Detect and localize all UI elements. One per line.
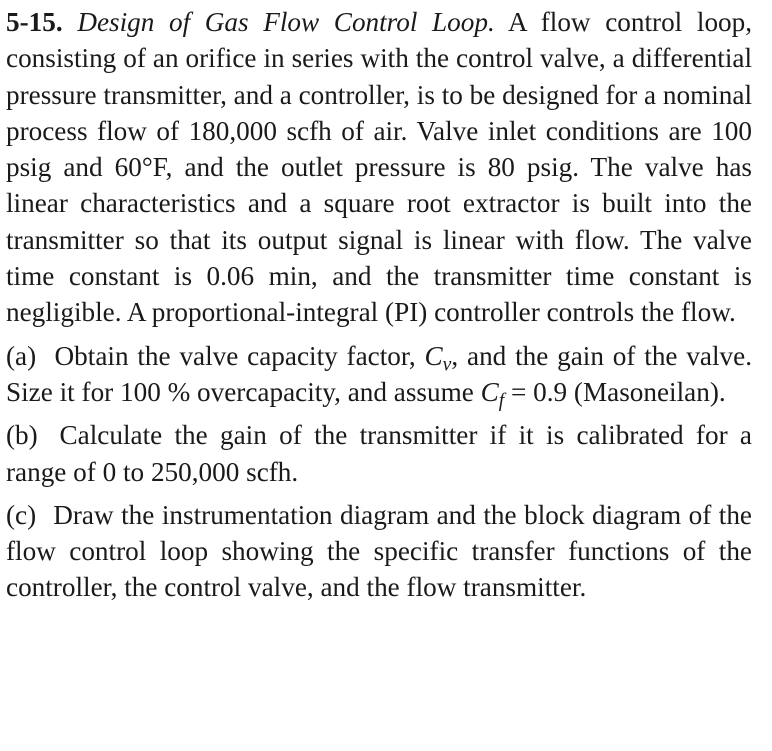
part-b	[6, 417, 752, 490]
problem-text	[6, 4, 752, 606]
part-c-text: Draw the instrumentation diagram and the block diagram of the flow control loop showing the specific transfer functions of the controller, the control valve, and the flow transmitter.	[6, 499, 752, 603]
cf-symbol: $C_f$	[480, 376, 505, 412]
problem-number: 5-15.	[6, 7, 63, 37]
problem-statement	[6, 4, 752, 331]
part-b-label: (b)	[6, 420, 38, 451]
part-a-label: (a)	[6, 340, 37, 371]
problem-title: Design of Gas Flow Control Loop.	[77, 7, 495, 37]
part-a	[6, 338, 752, 411]
cv-symbol: $C_v$	[424, 340, 452, 376]
part-b-text: Calculate the gain of the transmitter if it is calibrated for a range of 0 to 250,000 scfh.	[6, 420, 753, 487]
part-a-text-2: , and the gain of the valve. Size it for 100 % overcapacity, and assume	[6, 340, 753, 407]
part-a-text-3: = 0.9 (Masoneilan).	[504, 376, 726, 407]
problem-body: A flow control loop, consisting of an orifice in series with the control valve, a differential pressure transmitter, and a controller, is to be designed for a nominal process flow of 180,000 scfh of air. Valve inlet conditions are 100 psig and 60°F, and the outlet pressure is 80 psig. The valve has linear characteristics and a square root extractor is built into the transmitter so that its output signal is linear with flow. The valve time constant is 0.06 min, and the transmitter time constant is negligible. A proportional-integral (PI) controller controls the flow.	[6, 7, 753, 328]
part-c-label: (c)	[6, 499, 37, 530]
part-a-text-1: Obtain the valve capacity factor,	[54, 340, 416, 371]
part-c	[6, 497, 752, 606]
